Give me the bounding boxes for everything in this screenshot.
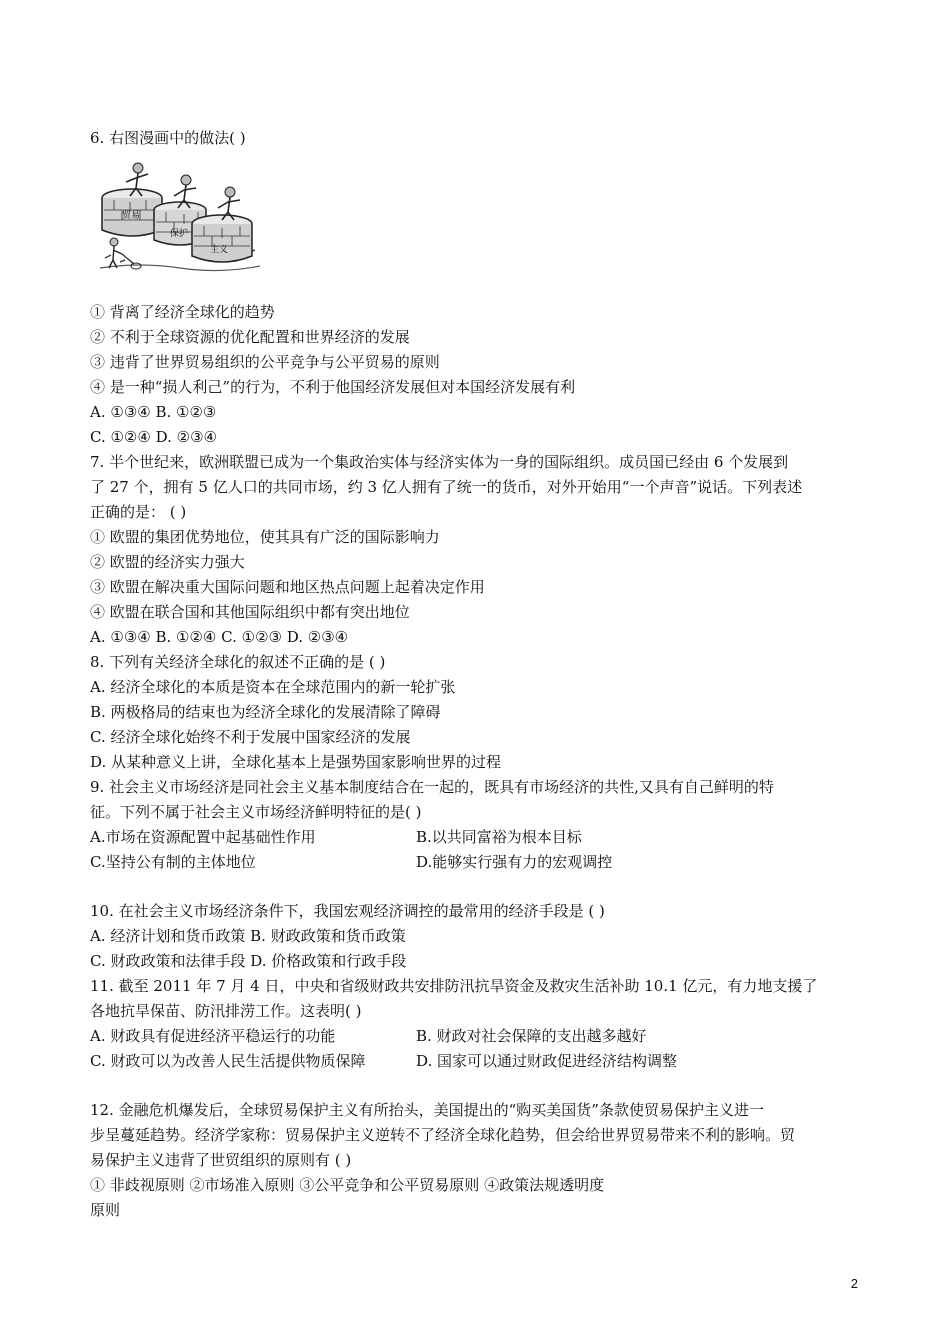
- q6-choices-ab: A. ①③④ B. ①②③: [90, 403, 217, 421]
- q11-stem-line2: 各地抗旱保苗、防汛排涝工作。这表明( ): [90, 1002, 362, 1020]
- q6-option-1: ① 背离了经济全球化的趋势: [90, 303, 275, 321]
- q7-stem-line1: 7. 半个世纪来，欧洲联盟已成为一个集政治实体与经济实体为一身的国际组织。成员国已经由 6 个发展到: [90, 453, 789, 471]
- q9-option-a: A.市场在资源配置中起基础性作用: [90, 828, 316, 846]
- cartoon-label-ism: 主义: [210, 245, 229, 255]
- page-number: 2: [850, 1276, 858, 1291]
- q10-choices-ab: A. 经济计划和货币政策 B. 财政政策和货币政策: [90, 927, 406, 945]
- cartoon-label-trade: 贸易: [122, 211, 141, 221]
- q8-option-c: C. 经济全球化始终不利于发展中国家经济的发展: [90, 728, 411, 746]
- q6-option-3: ③ 违背了世界贸易组织的公平竞争与公平贸易的原则: [90, 353, 440, 371]
- q11-option-b: B. 财政对社会保障的支出越多越好: [416, 1027, 647, 1045]
- q12-stem-line2: 步呈蔓延趋势。经济学家称：贸易保护主义逆转不了经济全球化趋势，但会给世界贸易带来不利的影响。贸: [90, 1126, 796, 1144]
- q10-choices-cd: C. 财政政策和法律手段 D. 价格政策和行政手段: [90, 952, 407, 970]
- q9-option-b: B.以共同富裕为根本目标: [416, 828, 582, 846]
- q11-option-a: A. 财政具有促进经济平稳运行的功能: [90, 1027, 336, 1045]
- q7-option-2: ② 欧盟的经济实力强大: [90, 553, 245, 571]
- q7-choices: A. ①③④ B. ①②④ C. ①②③ D. ②③④: [90, 628, 349, 646]
- q8-stem: 8. 下列有关经济全球化的叙述不正确的是 ( ): [90, 653, 386, 671]
- cartoon-illustration: [100, 160, 260, 275]
- q8-option-a: A. 经济全球化的本质是资本在全球范围内的新一轮扩张: [90, 678, 456, 696]
- q7-option-1: ① 欧盟的集团优势地位，使其具有广泛的国际影响力: [90, 528, 440, 546]
- q12-stem-line3: 易保护主义违背了世贸组织的原则有 ( ): [90, 1151, 352, 1169]
- q8-option-d: D. 从某种意义上讲，全球化基本上是强势国家影响世界的过程: [90, 753, 502, 771]
- q11-option-c: C. 财政可以为改善人民生活提供物质保障: [90, 1052, 366, 1070]
- q6-option-2: ② 不利于全球资源的优化配置和世界经济的发展: [90, 328, 410, 346]
- q8-option-b: B. 两极格局的结束也为经济全球化的发展清除了障碍: [90, 703, 441, 721]
- q9-option-c: C.坚持公有制的主体地位: [90, 853, 256, 871]
- q7-stem-line3: 正确的是： ( ): [90, 503, 187, 521]
- q12-stem-line1: 12. 金融危机爆发后，全球贸易保护主义有所抬头，美国提出的“购买美国货”条款使贸易保护主义进一: [90, 1101, 764, 1119]
- q9-stem-line2: 征。下列不属于社会主义市场经济鲜明特征的是( ): [90, 803, 422, 821]
- q9-option-d: D.能够实行强有力的宏观调控: [416, 853, 613, 871]
- q6-stem: 6. 右图漫画中的做法( ): [90, 129, 246, 147]
- q7-option-3: ③ 欧盟在解决重大国际问题和地区热点问题上起着决定作用: [90, 578, 485, 596]
- q6-option-4: ④ 是一种“损人利己”的行为，不利于他国经济发展但对本国经济发展有利: [90, 378, 576, 396]
- q9-stem-line1: 9. 社会主义市场经济是同社会主义基本制度结合在一起的，既具有市场经济的共性,又具有自己鲜明的特: [90, 778, 774, 796]
- q12-options: ① 非歧视原则 ②市场准入原则 ③公平竞争和公平贸易原则 ④政策法规透明度: [90, 1176, 605, 1194]
- q11-option-d: D. 国家可以通过财政促进经济结构调整: [416, 1052, 678, 1070]
- q6-choices-cd: C. ①②④ D. ②③④: [90, 428, 217, 446]
- q7-stem-line2: 了 27 个，拥有 5 亿人口的共同市场，约 3 亿人拥有了统一的货币，对外开始用“一个声音”说话。下列表述: [90, 478, 803, 496]
- cartoon-label-protect: 保护: [170, 229, 189, 239]
- q7-option-4: ④ 欧盟在联合国和其他国际组织中都有突出地位: [90, 603, 410, 621]
- q12-options-wrap: 原则: [90, 1201, 121, 1219]
- q10-stem: 10. 在社会主义市场经济条件下，我国宏观经济调控的最常用的经济手段是 ( ): [90, 902, 605, 920]
- q11-stem-line1: 11. 截至 2011 年 7 月 4 日，中央和省级财政共安排防汛抗旱资金及救灾生活补助 10.1 亿元，有力地支援了: [90, 977, 818, 995]
